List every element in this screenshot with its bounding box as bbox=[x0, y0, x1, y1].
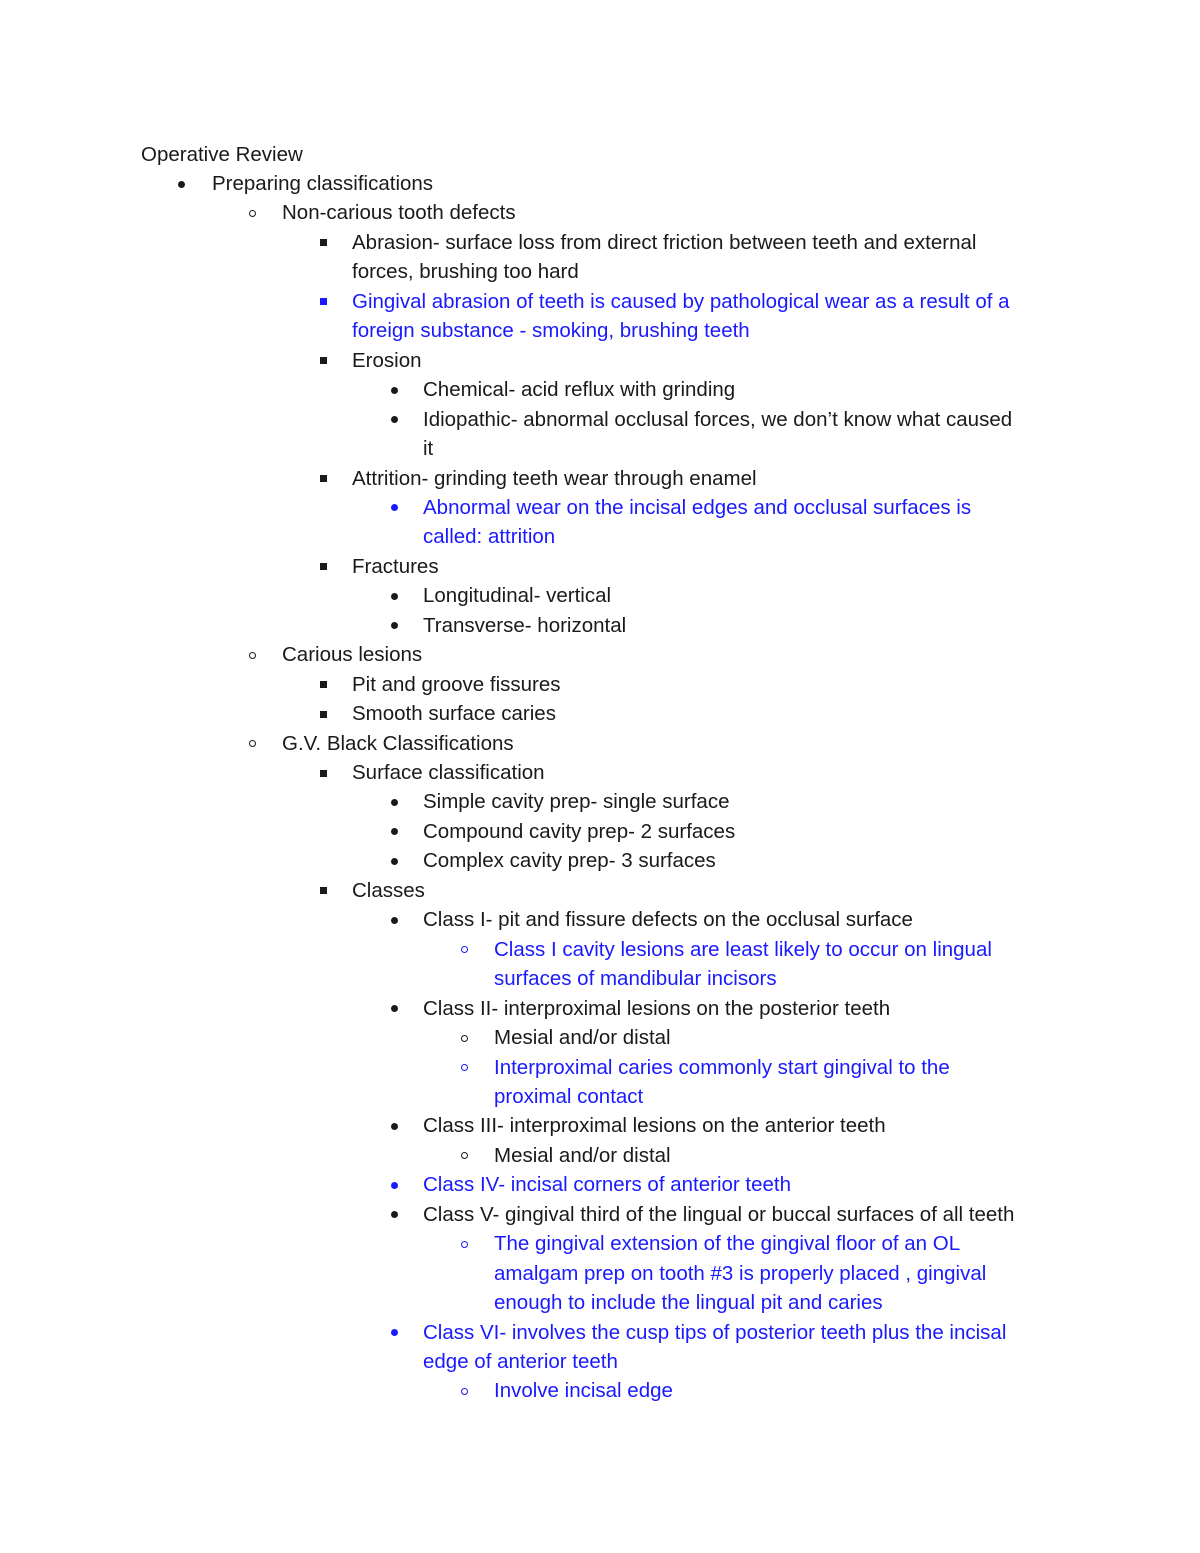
circle-bullet-icon bbox=[249, 652, 256, 659]
list-item: Classes bbox=[352, 878, 425, 902]
list-item: Class IV- incisal corners of anterior teeth bbox=[423, 1173, 792, 1197]
list-item-continuation: enough to include the lingual pit and caries bbox=[494, 1291, 883, 1315]
circle-bullet-icon bbox=[461, 1388, 468, 1395]
circle-bullet-icon bbox=[461, 1241, 468, 1248]
list-item: Abnormal wear on the incisal edges and occlusal surfaces is bbox=[423, 495, 972, 519]
disc-bullet-icon bbox=[391, 1329, 398, 1336]
disc-bullet-icon bbox=[391, 799, 398, 806]
list-item-continuation: amalgam prep on tooth #3 is properly placed , gingival bbox=[494, 1261, 987, 1285]
list-item-continuation: forces, brushing too hard bbox=[352, 260, 579, 284]
list-item: Interproximal caries commonly start gingival to the bbox=[494, 1055, 950, 1079]
list-item-continuation: edge of anterior teeth bbox=[423, 1350, 618, 1373]
disc-bullet-icon bbox=[391, 858, 398, 865]
list-item: Class III- interproximal lesions on the anterior teeth bbox=[423, 1114, 886, 1138]
disc-bullet-icon bbox=[391, 593, 398, 600]
circle-bullet-icon bbox=[461, 946, 468, 953]
square-bullet-icon bbox=[320, 681, 327, 688]
square-bullet-icon bbox=[320, 298, 327, 305]
disc-bullet-icon bbox=[391, 416, 398, 423]
list-item: Compound cavity prep- 2 surfaces bbox=[423, 819, 736, 843]
list-item: Abrasion- surface loss from direct friction between teeth and external bbox=[352, 230, 977, 254]
square-bullet-icon bbox=[320, 475, 327, 482]
disc-bullet-icon bbox=[391, 1211, 398, 1218]
disc-bullet-icon bbox=[178, 181, 185, 188]
list-item: G.V. Black Classifications bbox=[282, 731, 514, 755]
list-item: Smooth surface caries bbox=[352, 702, 556, 726]
list-item: Fractures bbox=[352, 554, 439, 578]
list-item: Gingival abrasion of teeth is caused by pathological wear as a result of a bbox=[352, 289, 1010, 313]
square-bullet-icon bbox=[320, 239, 327, 246]
list-item-continuation: proximal contact bbox=[494, 1084, 644, 1108]
list-item: Non-carious tooth defects bbox=[282, 201, 516, 225]
list-item: The gingival extension of the gingival floor of an OL bbox=[494, 1232, 961, 1256]
list-item: Transverse- horizontal bbox=[423, 613, 627, 637]
list-item: Surface classification bbox=[352, 761, 545, 784]
disc-bullet-icon bbox=[391, 1005, 398, 1012]
circle-bullet-icon bbox=[461, 1035, 468, 1042]
list-item: Involve incisal edge bbox=[494, 1379, 673, 1403]
square-bullet-icon bbox=[320, 711, 327, 718]
list-item: Chemical- acid reflux with grinding bbox=[423, 378, 736, 402]
disc-bullet-icon bbox=[391, 917, 398, 924]
list-item: Mesial and/or distal bbox=[494, 1026, 671, 1050]
list-item: Mesial and/or distal bbox=[494, 1143, 671, 1167]
disc-bullet-icon bbox=[391, 504, 398, 511]
list-item: Carious lesions bbox=[282, 643, 423, 667]
circle-bullet-icon bbox=[249, 210, 256, 217]
circle-bullet-icon bbox=[461, 1064, 468, 1071]
list-item-continuation: foreign substance - smoking, brushing teeth bbox=[352, 319, 750, 343]
list-item-continuation: called: attrition bbox=[423, 525, 556, 549]
square-bullet-icon bbox=[320, 887, 327, 894]
list-item: Class I cavity lesions are least likely to occur on lingual bbox=[494, 937, 992, 961]
square-bullet-icon bbox=[320, 563, 327, 570]
list-item: Idiopathic- abnormal occlusal forces, we don’t know what caused bbox=[423, 407, 1013, 431]
list-item: Preparing classifications bbox=[212, 172, 434, 195]
square-bullet-icon bbox=[320, 770, 327, 777]
disc-bullet-icon bbox=[391, 387, 398, 394]
list-item: Erosion bbox=[352, 348, 422, 372]
list-item-continuation: surfaces of mandibular incisors bbox=[494, 967, 777, 991]
list-item: Pit and groove fissures bbox=[352, 672, 561, 696]
list-item: Class II- interproximal lesions on the posterior teeth bbox=[423, 996, 891, 1020]
disc-bullet-icon bbox=[391, 828, 398, 835]
square-bullet-icon bbox=[320, 357, 327, 364]
disc-bullet-icon bbox=[391, 622, 398, 629]
disc-bullet-icon bbox=[391, 1123, 398, 1130]
disc-bullet-icon bbox=[391, 1182, 398, 1189]
list-item: Attrition- grinding teeth wear through enamel bbox=[352, 466, 757, 490]
page-title: Operative Review bbox=[141, 143, 303, 166]
list-item: Class V- gingival third of the lingual or buccal surfaces of all teeth bbox=[423, 1202, 1015, 1226]
circle-bullet-icon bbox=[249, 740, 256, 747]
circle-bullet-icon bbox=[461, 1152, 468, 1159]
list-item: Simple cavity prep- single surface bbox=[423, 790, 730, 814]
list-item: Class I- pit and fissure defects on the occlusal surface bbox=[423, 908, 913, 932]
list-item-continuation: it bbox=[423, 437, 434, 461]
list-item: Longitudinal- vertical bbox=[423, 584, 612, 608]
list-item: Class VI- involves the cusp tips of posterior teeth plus the incisal bbox=[423, 1320, 1007, 1344]
list-item: Complex cavity prep- 3 surfaces bbox=[423, 849, 716, 873]
